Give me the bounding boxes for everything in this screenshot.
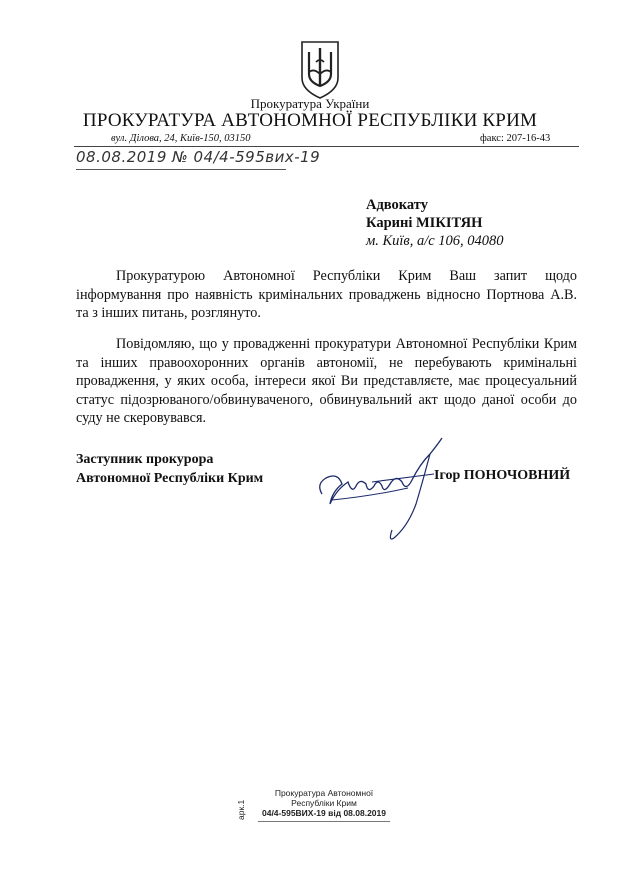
recipient-role: Адвокату — [366, 197, 428, 213]
body-line: та інших правоохоронних органів автономії, не перебувають кримінальні — [76, 354, 577, 371]
org-title: ПРОКУРАТУРА АВТОНОМНОЇ РЕСПУБЛІКИ КРИМ — [82, 110, 538, 131]
header-divider — [74, 146, 579, 147]
stamp-sheet-number: арк.1 — [236, 799, 246, 820]
body-line: провадження, у яких особа, інтереси якої Ви представляєте, має процесуальний — [76, 373, 577, 389]
org-fax: факс: 207-16-43 — [480, 133, 551, 144]
stamp-line: 04/4-595ВИХ-19 від 08.08.2019 — [261, 808, 386, 818]
org-address: вул. Ділова, 24, Київ-150, 03150 — [111, 133, 251, 144]
signatory-title — [76, 450, 263, 488]
recipient-name: Карині МІКІТЯН — [366, 215, 483, 231]
signatory-title-line: Заступник прокурора — [76, 452, 214, 467]
body-line: Прокуратурою Автономної Республіки Крим Ваш запит щодо — [116, 268, 577, 284]
registration-number: 08.08.2019 № 04/4-595вих-19 — [76, 148, 321, 166]
body-paragraph-1 — [76, 267, 577, 323]
coat-of-arms-icon — [296, 38, 344, 100]
org-subtitle: Прокуратура України — [250, 96, 370, 111]
handwritten-signature — [312, 434, 462, 544]
body-line: інформування про наявність кримінальних проваджень відносно Портнова А.В. — [76, 286, 577, 303]
recipient-block — [366, 196, 504, 250]
body-line: та з інших питань, розглянуто. — [76, 305, 261, 321]
signatory-name: Ігор ПОНОЧОВНИЙ — [434, 468, 571, 483]
body-line: суду не скеровувався. — [76, 410, 207, 426]
registration-stamp — [254, 788, 394, 818]
stamp-line: Прокуратура Автономної — [274, 788, 374, 798]
body-paragraph-2 — [76, 335, 577, 428]
signatory-title-line: Автономної Республіки Крим — [76, 471, 264, 486]
stamp-divider — [258, 821, 390, 822]
recipient-address: м. Київ, а/с 106, 04080 — [366, 233, 504, 249]
body-line: статус підозрюваного/обвинуваченого, обвинувальний акт щодо даної особи до — [76, 391, 577, 408]
registration-underline — [76, 169, 286, 170]
stamp-line: Республіки Крим — [291, 798, 357, 808]
body-line: Повідомляю, що у провадженні прокуратури Автономної Республіки Крим — [116, 336, 577, 352]
